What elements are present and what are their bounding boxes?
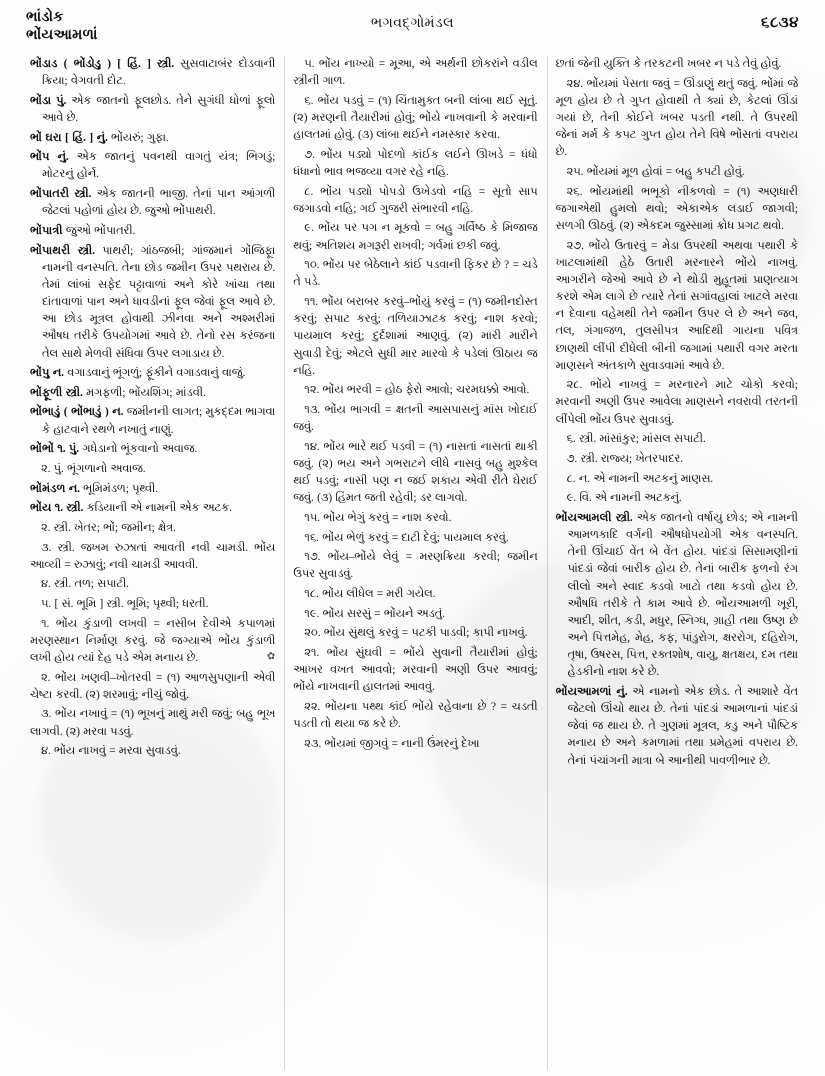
dictionary-entry bbox=[30, 56, 275, 90]
dictionary-entry bbox=[556, 684, 798, 770]
entry-continuation bbox=[556, 56, 798, 73]
entry-definition: ૭. ભોંય પડ્યો પોદળો કાંઈક લઈને ઊખડે = ધંધો ધંધાનો ભાવ ભજવ્યા વગર રહે નહિ. bbox=[293, 148, 538, 178]
entry-part-of-speech: સ્ત્રી. bbox=[65, 386, 83, 399]
entry-definition: ૫. ભોંય નાખ્યો = મૂઆ, એ અર્થની છોકરાંને વડીલ સ્ત્રીની ગાળ. bbox=[293, 58, 538, 88]
entry-sub-sense bbox=[293, 147, 537, 181]
entry-definition: ૨. ભોંય ખણવી–ખોતરવી = (૧) આળસુપણાની એવી ચેષ્ટા કરવી. (૨) શરમાવું; નીચું જોવું. bbox=[30, 671, 276, 701]
entry-definition: ૨૮. ભોંયે નાખવું = મરનારને માટે ચોકો કરવો; મરવાની અણી ઉપર આવેલા માણસને નવરાવી તરતની લીંપેલી ભોંય ઉપર સુવાડવું. bbox=[555, 379, 799, 426]
entry-definition: ૪. સ્ત્રી. તળ; સપાટી. bbox=[41, 578, 130, 591]
entry-definition: ૧૬. ભોંય ભેળું કરવું = દાટી દેવું; પાયમાલ કરવું. bbox=[304, 531, 509, 544]
entry-definition: ૧૯. ભોંય સરસું = ભોંયને અડતું. bbox=[304, 607, 446, 620]
entry-definition: ૨૬. ભોંયમાંથી ભભૂકો નીકળવો = (૧) અણધારી જગાએથી હુમલો થવો; એકાએક લડાઈ જાગવી; સળગી ઊઠવું. (૨) એકદમ જુસ્સામાં ક્રોધ પ્રગટ થવો. bbox=[555, 185, 799, 232]
dictionary-entry bbox=[30, 186, 275, 220]
entry-definition: જુઓ ભોંપાતરી. bbox=[65, 224, 136, 237]
entry-sub-sense bbox=[30, 706, 275, 740]
dictionary-entry bbox=[30, 404, 275, 438]
dictionary-entry bbox=[30, 365, 275, 382]
entry-sub-sense bbox=[293, 699, 537, 733]
flourish-ornament-icon: ✿ bbox=[266, 650, 276, 663]
dictionary-entry bbox=[30, 149, 275, 183]
entry-sub-sense bbox=[293, 257, 537, 291]
entry-part-of-speech: સ્ત્રી. bbox=[615, 511, 633, 524]
entry-definition: ૧૧. ભોંય બરાબર કરવું–ભોંયું કરવું = (૧) જમીનદોસ્ત કરવું; સપાટ કરવું; તળિયાઝાટક કરવું; નાશ કરવો; પાયમાલ કરવું; દુર્દશામાં આણવું. (૨) મારી મારીને સુવાડી દેવું; એટલે સુધી માર મારવો કે પડેલાં ઊઠાય જ નહિ. bbox=[293, 296, 538, 377]
entry-sub-sense bbox=[293, 510, 537, 527]
entry-sub-sense bbox=[30, 743, 275, 760]
entry-sub-sense bbox=[556, 164, 798, 181]
entry-definition: ૨૭. ભોંયે ઉતારવું = મેડા ઉપરથી અથવા પથારી કે ખાટલામાંથી હેઠે ઉતારી મરનારને ભોંયે નાખવું. આગરીને જેઓ આવે છે ને થોડી મુહૂતમાં પ્રાણત્યાગ કરશે એમ લાગે છે ત્યારે તેનાં સગાંવહાલાં ખાટલે મરવા ન દેવાના વહેમથી તેને જમીન ઉપર લે છે અને જવ, તલ, ગંગાજળ, તુલસીપત્ર આદિથી ગાયના પવિત્ર છાણથી લીંપી દીધેલી બીની જગામાં પથારી વગર મરતા માણસને અંતકાળે સુવાડવામાં આવે છે. bbox=[555, 239, 799, 372]
entry-sub-sense bbox=[293, 530, 537, 547]
entry-sub-sense bbox=[293, 294, 537, 380]
running-head-first-word: ભાંડોક bbox=[26, 9, 64, 25]
page-number: ૬૮૩૪ bbox=[761, 15, 799, 31]
entry-headword: ભોંપાત્રી bbox=[30, 224, 63, 237]
entry-definition: ૩. સ્ત્રી. જખમ રુઝાતાં આવતી નવી ચામડી. ભોંય આવ્યી = રુઝાવું; નવી ચામડી આવવી. bbox=[30, 541, 276, 571]
entry-definition: એક જાતનું પવનથી વાગતું યંત્ર; ભિગડું; મોટરનું હોર્ન. bbox=[42, 151, 276, 181]
column-container bbox=[22, 56, 807, 1070]
entry-sub-sense bbox=[293, 549, 537, 583]
entry-definition: ૨. પું. ભૂંગળાનો અવાજ. bbox=[41, 462, 146, 475]
dictionary-entry bbox=[30, 500, 275, 517]
entry-definition: ૬. ભોંય પડવું = (૧) ચિંતામુક્ત બની લાંબા થઈ સૂતું. (૨) મરણની તૈયારીમાં હોવું; ભોંયે નાખવાની કે મરવાની હાલતમાં હોવું. (૩) લાંબા થઈને નમસ્કાર કરવા. bbox=[293, 94, 538, 142]
entry-definition: ૨૦. ભોંય સુંથલું કરવું = પટકી પાડવી; કાપી નાખવું. bbox=[304, 627, 528, 640]
dictionary-entry bbox=[30, 93, 275, 127]
entry-definition: ૨૪. ભોંયમાં પેસતા જવું = ઊંડાણું થતું જવું. ભોંમાં જે મૂળ હોય છે તે ગુપ્ત હોવાથી તે ક્યાં છે, કેટલાં ઊંડાં ગયાં છે, તેની કોઈને ખબર પડતી નથી. તે ઉપરથી જેનાં મર્મ કે કપટ ગુપ્ત હોય તેને વિષે ભોંસતાં વપરાય છે. bbox=[555, 77, 799, 159]
entry-part-of-speech: ન. bbox=[52, 367, 64, 380]
entry-sub-sense bbox=[30, 520, 275, 537]
entry-definition: ૫. [ સં. ભૂમિ ] સ્ત્રી. ભૂમિ; પૃથ્વી; ધરતી. bbox=[41, 598, 209, 611]
book-title: ભગવદ્ગોમંડલ bbox=[370, 16, 455, 31]
entry-definition: ભૂમિમંડળ; પૃથ્વી. bbox=[83, 482, 159, 495]
column-3 bbox=[547, 56, 807, 1070]
dictionary-entry bbox=[30, 441, 275, 458]
entry-sense-number: ૧. bbox=[54, 502, 64, 515]
dictionary-entry bbox=[30, 481, 275, 498]
entry-sub-sense bbox=[30, 670, 275, 704]
entry-sub-sense bbox=[293, 56, 537, 90]
entry-sub-sense bbox=[293, 625, 537, 642]
entry-sub-sense bbox=[293, 184, 537, 218]
entry-headword: ભોંપુ bbox=[30, 367, 50, 380]
entry-headword: ભોં ઘરા [ હિં. ] bbox=[30, 131, 94, 144]
page-header bbox=[0, 0, 825, 52]
entry-definition: ૧૮. ભોંય લીધેલ = મરી ગયેલ. bbox=[304, 588, 436, 601]
entry-part-of-speech: ન. bbox=[112, 406, 124, 419]
entry-sub-sense bbox=[556, 490, 798, 507]
entry-part-of-speech: સ્ત્રી. bbox=[74, 188, 92, 201]
entry-headword: ભોંમંડળ bbox=[30, 482, 66, 495]
entry-sub-sense bbox=[30, 461, 275, 478]
entry-definition: એક જાતની ભાજી. તેનાં પાન આંગળી જેટલાં પહોળાં હોય છે. જુઓ ભોંપાથરી. bbox=[42, 188, 276, 218]
entry-definition: પાથરી; ગાંઠજબી; ગાંજમાનં ગોંજિફૂા નામની વનસ્પતિ. તેના છોડ જમીન ઉપર પથરાય છે. તેમાં લાંબાં સફેદ પટ્ટાવાળાં અને કોરે ખાંચા તથા દાંતાવાળાં પાન અને ધાવડીનાં ફૂલ જેવાં ફૂલ આવે છે. આ છોડ મૂત્રલ હોવાથી ઝીનવા અને અશ્મરીમાં ઔષધ તરીકે ઉપયોગમાં આવે છે. તેનો રસ કરંજના તેલ સાથે મેળવી સંધિવા ઉપર લગાડાય છે. bbox=[42, 244, 276, 360]
dictionary-entry bbox=[556, 510, 798, 682]
entry-definition: ભોંયરું; ગુફા. bbox=[111, 131, 169, 144]
entry-definition: ૨૩. ભોંયમાં જીગવું = નાની ઉંમરનું દેખા bbox=[304, 737, 480, 750]
entry-sub-sense bbox=[30, 596, 275, 613]
entry-headword: ભોંયઆમલી bbox=[555, 511, 612, 524]
entry-definition: ૨૨. ભોંયના પથ્થ કાંઈ ભોંયે રહેવાના છે ? = ચડતી પડતી તો થયા જ કરે છે. bbox=[293, 700, 538, 731]
entry-definition: ૪. ભોંય નાખવું = મરવા સુવાડવું. bbox=[41, 745, 181, 758]
dictionary-entry bbox=[30, 385, 275, 402]
entry-definition: વગાડવાનું ભૂંગળું; ફૂંકીને વગાડવાનું વાજું. bbox=[67, 367, 246, 380]
entry-sub-sense bbox=[293, 382, 537, 399]
entry-part-of-speech: નું. bbox=[616, 685, 628, 698]
dictionary-entry bbox=[30, 243, 275, 363]
running-head-last-word: ભોંયઆમળાં bbox=[26, 26, 98, 43]
entry-sub-sense bbox=[30, 616, 275, 667]
entry-sub-sense bbox=[293, 220, 537, 254]
entry-definition: ૧૪. ભોંય ભારે થઈ પડવી = (૧) નાસતાં નાસતાં થાકી જવું. (૨) ભય અને ગભરાટને લીધે નાસવું બહુ મુશ્કેલ થઈ પડવું; નાસી પણ ન જઈ શકાય એવી રીતે ઘેરાઈ જવું. (૩) હિંમત જતી રહેવી; ડર લાગવો. bbox=[293, 440, 538, 505]
entry-sub-sense bbox=[556, 76, 798, 162]
entry-part-of-speech: પું. bbox=[68, 443, 80, 456]
entry-definition: ૧૫. ભોંય ભેગું કરવું = નાશ કરવો. bbox=[304, 511, 452, 524]
entry-sub-sense bbox=[30, 540, 275, 574]
entry-definition: કડિયાની એ નામની એક અટક. bbox=[86, 502, 232, 515]
entry-definition: ૨. સ્ત્રી. ખેતર; ભોં; જમીન; ક્ષેત્ર. bbox=[41, 521, 176, 534]
entry-definition: ૨૧. ભોંય સુંઘવી = ભોંયે સુવાની તૈયારીમાં હોવું; આખર વખત આવવો; મરવાની અણી ઉપર આવવું; ભોંયે નાખવાની હાલતમાં આવવું. bbox=[293, 647, 538, 694]
dictionary-entry bbox=[30, 223, 275, 240]
dictionary-entry bbox=[30, 130, 275, 147]
entry-definition: છતાં જેની યુક્તિ કે તરકટની ખબર ન પડે તેવું હોવું. bbox=[555, 58, 782, 70]
entry-part-of-speech: ન. bbox=[68, 482, 80, 495]
entry-headword: ભોંયઆમળાં bbox=[555, 685, 612, 698]
entry-part-of-speech: પું. bbox=[56, 94, 67, 107]
entry-sub-sense bbox=[293, 586, 537, 603]
entry-sub-sense bbox=[556, 377, 798, 428]
entry-sub-sense bbox=[30, 576, 275, 593]
entry-sub-sense bbox=[556, 238, 798, 375]
entry-definition: મગફળી; ભોંયશિંગ; માંડવી. bbox=[86, 386, 206, 399]
entry-definition: ૧૦. ભોંય પર બેઠેલાને કાંઈ પડવાની ફિકર છે ? = ચડે તે પડે. bbox=[293, 259, 538, 289]
entry-sub-sense bbox=[556, 471, 798, 488]
entry-sub-sense bbox=[293, 645, 537, 696]
entry-part-of-speech: સ્ત્રી. bbox=[66, 502, 84, 515]
entry-definition: ૧. ભોંય કુંડાળી લખવી = નસીબ દેવીએ કપાળમાં મરણસ્થાન નિર્માણ કરવું. જે જગ્યાએ ભોંય કુંડાળી લખી હોય ત્યાં દેહ પડે એમ મનાય છે. bbox=[30, 617, 276, 664]
entry-part-of-speech: સ્ત્રી. bbox=[77, 244, 95, 257]
entry-definition: ૧૩. ભોંય ભાગવી = ક્ષતની આસપાસનું માંસ ખોદાઈ જવું. bbox=[293, 403, 538, 434]
entry-definition: સુસવાટાબંર દોડવાની ક્રિયા; વેગવતી દોટ. bbox=[42, 58, 276, 88]
entry-definition: ૧૭. ભોંય–ભોંયે લેવું = મરણક્રિયા કરવી; જમીન ઉપર સુવાડવું. bbox=[293, 551, 538, 581]
entry-sub-sense bbox=[293, 736, 537, 753]
entry-headword: ભોંફૂળી bbox=[30, 386, 63, 399]
entry-sense-number: ૧. bbox=[57, 443, 66, 456]
entry-headword: ભોંભોં bbox=[30, 443, 55, 456]
entry-sub-sense bbox=[293, 402, 537, 436]
entry-definition: ૭. સ્ત્રી. રાજ્ય; ખેતરપાદર. bbox=[566, 452, 684, 465]
entry-definition: ૯. વિ. એ નામની અટકનું. bbox=[566, 492, 682, 505]
entry-sub-sense bbox=[556, 184, 798, 235]
entry-sub-sense bbox=[556, 431, 798, 448]
entry-part-of-speech: સ્ત્રી. bbox=[157, 58, 175, 70]
entry-definition: એક જાતનો વર્ષાયુ છોડ; એ નામની આમળકાદિ વર્ગની ઔષધોપયોગી એક વનસ્પતિ. તેની ઊંચાઈ વેંત બે વેંત હોય. પાંદડાં સિસામણીનાં પાંદડાં જેવાં બારીક હોય છે. તેનાં બારીક ફળનો રંગ લીલો અને સ્વાદ કડવો ખાટો તથા કડવો હોય છે. ઔષધિ તરીકે તે કામ આવે છે. ભોંયઆમળી ખૂરી, આદી, શીત, કડી, મધુર, સ્નિગ્ધ, ગ્રાહી તથા ઉષ્ણ છે અને પિત્તમેહ, મેહ, કફ, પાંડુરોગ, ક્ષરરોગ, દહિરોગ, તૃષા, ઉષરસ, પિત્ત, રક્તશોષ, વાયુ, ક્ષતક્ષય, દમ તથા હેડકીનો નાશ કરે છે. bbox=[567, 511, 799, 679]
entry-definition: એક જાતનો ફૂલછોડ. તેને સુગંધી ધોળાં ફૂલો આવે છે. bbox=[42, 94, 276, 124]
entry-headword: ભોંપ bbox=[30, 151, 50, 164]
entry-definition: એ નામનો એક છોડ. તે આશારે વેંત જેટલો ઊંચો થાય છે. તેનાં પાંદડાં આમળાનાં પાંદડાં જેવાં જ થાય છે. તે ગુણમાં મૂત્રલ, કડુ અને પૌષ્ટિક મનાય છે અને કમળામાં તથા પ્રમેહમાં વપરાય છે. તેનાં પંચાંગની માત્રા બે આનીથી પાવળીભાર છે. bbox=[567, 685, 799, 767]
entry-definition: ૩. ભોંય નખાવું = (૧) ભૂખનું માથું મરી જવું; બહુ ભૂખ લાગવી. (૨) મરવા પડવું. bbox=[30, 708, 276, 738]
entry-definition: ૮. ન. એ નામની અટકનું માણસ. bbox=[566, 472, 714, 485]
entry-sub-sense bbox=[556, 451, 798, 468]
entry-definition: ૯. ભોંય પર પગ ન મૂકવો = બહુ ગર્વિષ્ઠ કે મિજાજ થવું; અતિશય મગરૂરી રાખવી; ગર્વમાં છકી જવું. bbox=[293, 222, 538, 252]
entry-definition: ૨૫. ભોંયમાં મૂળ હોવાં = બહુ કપટી હોવું. bbox=[566, 165, 745, 178]
entry-definition: ૬. સ્ત્રી. માંસાંકુર; માંસલ સપાટી. bbox=[566, 433, 706, 446]
entry-headword: ભોંપાથરી bbox=[30, 244, 71, 257]
entry-definition: ૧૨. ભોંય ભરવી = હોઠ ફેરો આવો; ચરમઘક્કો આવો. bbox=[304, 384, 530, 397]
entry-part-of-speech: નું. bbox=[57, 151, 69, 164]
entry-sub-sense bbox=[293, 606, 537, 623]
entry-part-of-speech: નું. bbox=[96, 131, 108, 144]
entry-headword: ભોંભાડું ( ભોંભાડું ) bbox=[30, 406, 109, 419]
entry-definition: ૮. ભોંય પડ્યો પોપડો ઉખેડવો નહિ = સૂતો સાપ જગાડવો નહિ; ગઈ ગુજરી સંભારવી નહિ. bbox=[293, 185, 538, 215]
entry-headword: ભોંય bbox=[30, 502, 52, 515]
entry-headword: ભોંપાતરી bbox=[30, 188, 70, 201]
entry-headword: ભોંડાડ ( ભોંડોડુ ) [ હિં. ] bbox=[30, 58, 152, 70]
entry-definition: ગધેડાનો ભૂંકવાનો અવાજ. bbox=[82, 443, 198, 456]
column-2 bbox=[284, 56, 546, 1070]
column-1 bbox=[22, 56, 284, 1070]
entry-headword: ભોંડા bbox=[30, 94, 52, 107]
entry-sub-sense bbox=[293, 439, 537, 508]
entry-sub-sense bbox=[293, 93, 537, 144]
entry-definition: જમીનની લાગત; મુકદ્દમ ભાગવા કે હાટવાને રથળે નખાતું નાણું. bbox=[42, 406, 276, 436]
